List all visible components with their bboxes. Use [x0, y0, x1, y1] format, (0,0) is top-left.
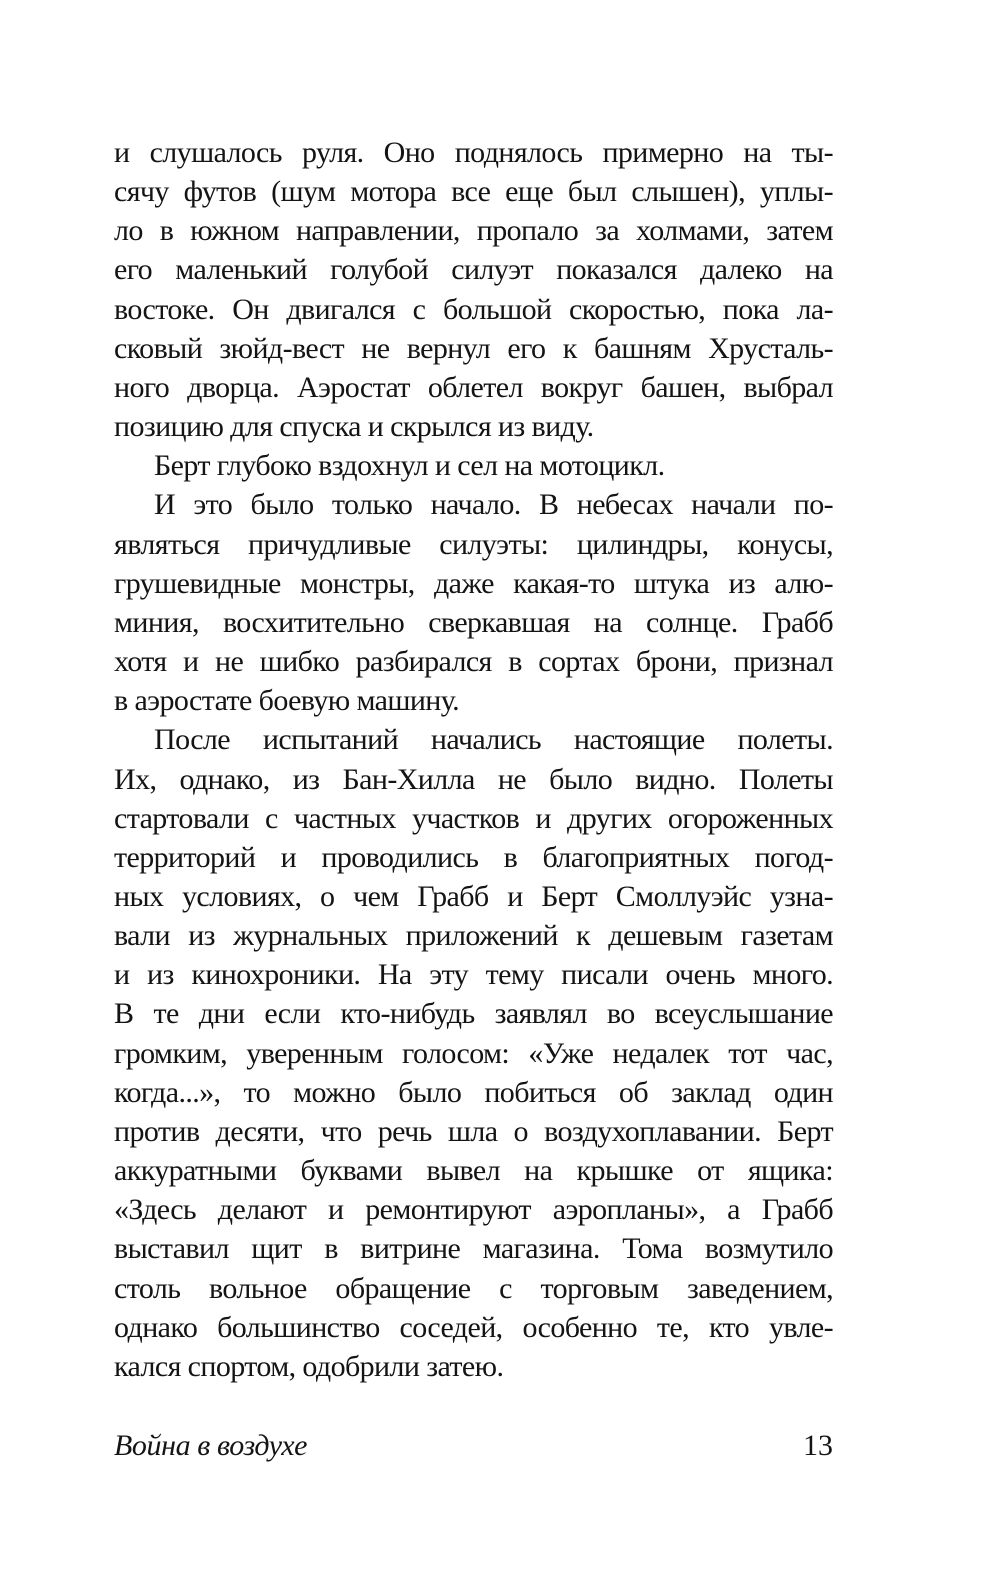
text-line: и слушалось руля. Оно поднялось примерно на ты- [114, 136, 833, 169]
text-line: в аэростате боевую машину. [114, 684, 460, 718]
page-text-block [114, 133, 833, 1386]
text-line: В те дни если кто-нибудь заявлял во всеуслышание [114, 997, 833, 1031]
text-line: «Здесь делают и ремонтируют аэропланы», а Грабб [114, 1193, 833, 1227]
paragraph [114, 446, 833, 485]
text-line: кался спортом, одобрили затею. [114, 1349, 504, 1383]
text-line: грушевидные монстры, даже какая-то штука из алю- [114, 566, 833, 600]
text-line: позицию для спуска и скрылся из виду. [114, 410, 594, 444]
text-line: его маленький голубой силуэт показался далеко на [114, 253, 833, 287]
text-line: миния, восхитительно сверкавшая на солнце. Грабб [114, 605, 833, 639]
paragraph [114, 720, 833, 1386]
running-title: Война в воздухе [114, 1429, 308, 1462]
text-line: ного дворца. Аэростат облетел вокруг башен, выбрал [114, 370, 833, 404]
text-line: выставил щит в витрине магазина. Тома возмутило [114, 1232, 833, 1266]
paragraph [114, 133, 833, 446]
text-line: являться причудливые силуэты: цилиндры, конусы, [114, 527, 833, 561]
page-number: 13 [803, 1429, 833, 1462]
text-line: Их, однако, из Бан-Хилла не было видно. Полеты [114, 762, 833, 796]
text-line: территорий и проводились в благоприятных погод- [114, 840, 833, 874]
text-line: ных условиях, о чем Грабб и Берт Смоллуэйс узна- [114, 879, 833, 913]
text-line: Берт глубоко вздохнул и сел на мотоцикл. [154, 449, 665, 483]
text-line: и из кинохроники. На эту тему писали очень много. [114, 958, 833, 992]
text-line: вали из журнальных приложений к дешевым газетам [114, 919, 833, 953]
page-footer [114, 1429, 833, 1463]
text-line: сячу футов (шум мотора все еще был слышен), уплы- [114, 175, 833, 209]
text-line: однако большинство соседей, особенно те, кто увле- [114, 1310, 833, 1344]
text-line: И это было только начало. В небесах начали по- [154, 488, 833, 522]
text-line: столь вольное обращение с торговым заведением, [114, 1271, 833, 1305]
text-line: когда...», то можно было побиться об заклад один [114, 1075, 833, 1109]
text-line: сковый зюйд-вест не вернул его к башням Хрусталь- [114, 331, 833, 365]
text-line: После испытаний начались настоящие полеты. [154, 723, 833, 757]
text-line: стартовали с частных участков и других огороженных [114, 801, 833, 835]
text-line: востоке. Он двигался с большой скоростью, пока ла- [114, 292, 833, 326]
text-line: против десяти, что речь шла о воздухоплавании. Берт [114, 1114, 833, 1148]
text-line: аккуратными буквами вывел на крышке от ящика: [114, 1154, 833, 1188]
paragraph [114, 485, 833, 720]
text-line: ло в южном направлении, пропало за холмами, затем [114, 214, 833, 248]
text-line: громким, уверенным голосом: «Уже недалек тот час, [114, 1036, 833, 1070]
text-line: хотя и не шибко разбирался в сортах брони, признал [114, 645, 833, 679]
